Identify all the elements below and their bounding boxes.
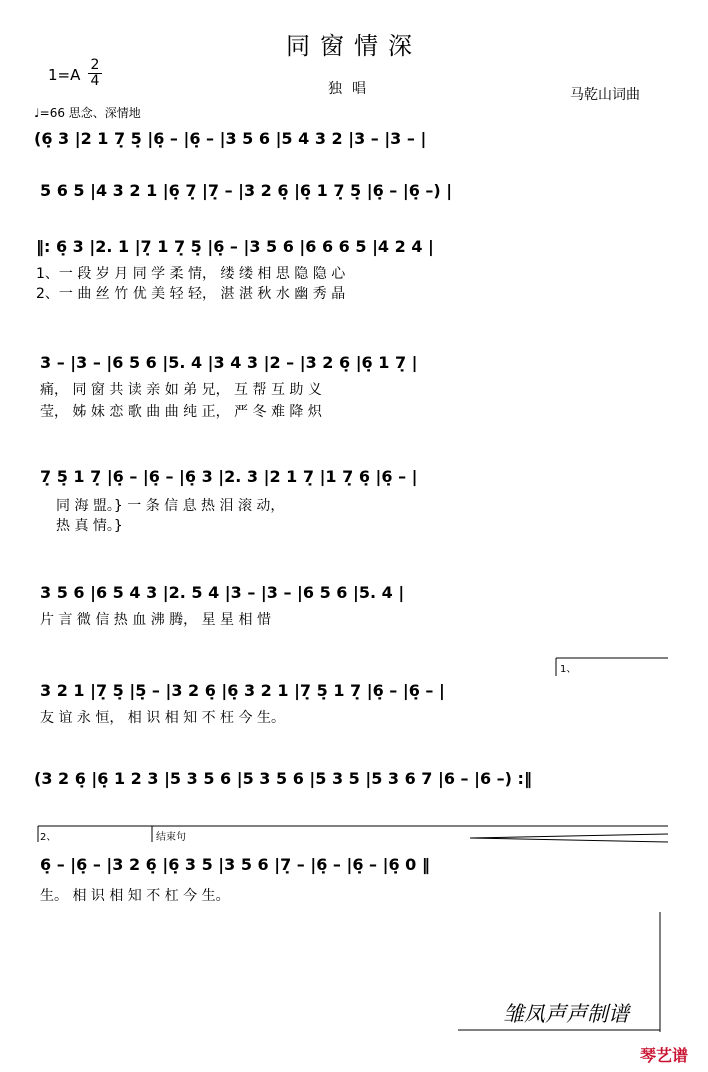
time-signature-top: 2 [90, 57, 100, 73]
lyric-line: 友 谊 永 恒， 相 识 相 知 不 枉 今 生。 [40, 710, 285, 726]
score-row [0, 348, 708, 458]
lyric-line: 热 真 情。} [56, 518, 123, 534]
notation-line: (6̣ 3 |2 1 7̣ 5̣ |6̣ – |6̣ – |3 5 6 |5 4 3 2 |3 – |3 – | [34, 129, 427, 148]
volta-second: 2、 [40, 832, 57, 843]
lyric-line: 片 言 微 信 热 血 沸 腾， 星 星 相 惜 [40, 612, 271, 628]
ending-marker: 结束句 [156, 832, 186, 843]
volta-first: 1、 [560, 664, 577, 675]
lyric-line: 1、一 段 岁 月 同 学 柔 情， 缕 缕 相 思 隐 隐 心 [36, 266, 346, 282]
notation-line: (3 2 6̣ |6̣ 1 2 3 |5 3 5 6 |5 3 5 6 |5 3 5 |5 3 6 7 |6 – |6 –) :‖ [34, 769, 532, 788]
notation-line: 3 – |3 – |6 5 6 |5. 4 |3 4 3 |2 – |3 2 6̣ |6̣ 1 7̣ | [40, 353, 418, 372]
score-row [0, 232, 708, 342]
lyric-line: 痛， 同 窗 共 读 亲 如 弟 兄， 互 帮 互 助 义 [40, 382, 322, 398]
notation-line: 7̣ 5̣ 1 7̣ |6̣ – |6̣ – |6̣ 3 |2. 3 |2 1 7̣ |1 7̣ 6̣ |6̣ – | [40, 467, 418, 486]
notation-line: 6̣ – |6̣ – |3 2 6̣ |6̣ 3 5 |3 5 6 |7̣ – |6̣ – |6̣ – |6̣ 0 ‖ [40, 855, 430, 874]
lyric-line: 莹， 姊 妹 恋 歌 曲 曲 纯 正， 严 冬 难 降 炽 [40, 404, 322, 420]
lyric-line: 同 海 盟。} 一 条 信 息 热 泪 滚 动， [56, 498, 285, 514]
time-signature-bottom: 4 [88, 73, 102, 89]
score-row [0, 852, 708, 962]
song-title: 同窗情深 [286, 32, 422, 60]
time-signature [88, 58, 102, 89]
lyric-line: 生。 相 识 相 知 不 杠 今 生。 [40, 888, 230, 904]
lyric-line: 2、一 曲 丝 竹 优 美 轻 轻， 湛 湛 秋 水 幽 秀 晶 [36, 286, 346, 302]
notation-line: 5 6 5 |4 3 2 1 |6̣ 7̣ |7̣ – |3 2 6̣ |6̣ 1 7̣ 5̣ |6̣ – |6̣ –) | [40, 181, 453, 200]
performance-form: 独唱 [328, 81, 376, 97]
composer-credit: 马乾山词曲 [570, 87, 640, 103]
arranger-watermark: 雏凤声声制谱 [503, 1002, 629, 1026]
tempo-marking: ♩=66 思念、深情地 [34, 106, 141, 120]
notation-line: ‖: 6̣ 3 |2. 1 |7̣ 1 7̣ 5̣ |6̣ – |3 5 6 |6 6 6 5 |4 2 4 | [36, 237, 434, 256]
notation-line: 3 2 1 |7̣ 5̣ |5̣ – |3 2 6̣ |6̣ 3 2 1 |7̣ 5̣ 1 7̣ |6̣ – |6̣ – | [40, 681, 445, 700]
notation-line: 3 5 6 |6 5 4 3 |2. 5 4 |3 – |3 – |6 5 6 |5. 4 | [40, 583, 405, 602]
key-signature: 1=A [48, 66, 81, 84]
score-row [0, 462, 708, 572]
score-row [0, 578, 708, 688]
site-logo: 琴艺谱 [640, 1046, 689, 1065]
